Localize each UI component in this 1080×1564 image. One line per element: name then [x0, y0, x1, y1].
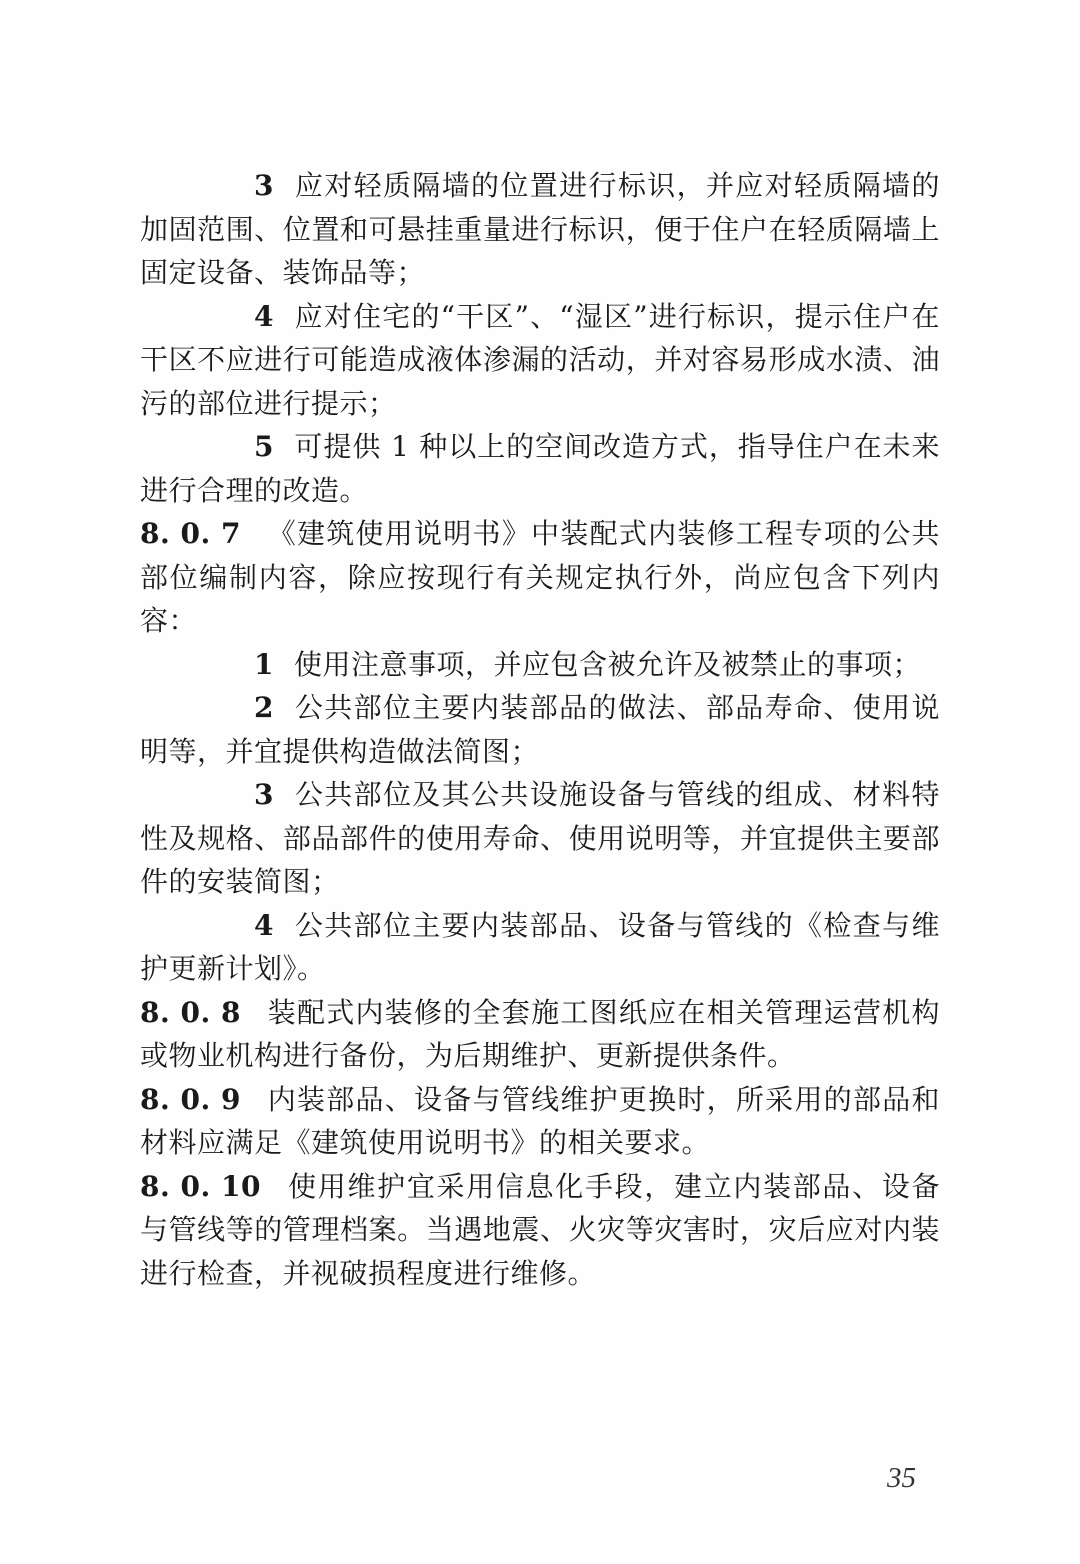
- item-text: 应对轻质隔墙的位置进行标识，并应对轻质隔墙的加固范围、位置和可悬挂重量进行标识，便于住户在轻质隔墙上固定设备、装饰品等；: [140, 169, 940, 289]
- section-number: 8. 0. 10: [140, 1169, 261, 1203]
- clause-item-3-partition-marking: [140, 164, 940, 295]
- section-text: 《建筑使用说明书》中装配式内装修工程专项的公共部位编制内容，除应按现行有关规定执行外，尚应包含下列内容：: [140, 517, 940, 637]
- section-text: 内装部品、设备与管线维护更换时，所采用的部品和材料应满足《建筑使用说明书》的相关要求。: [140, 1082, 940, 1159]
- item-text: 公共部位主要内装部品的做法、部品寿命、使用说明等，并宜提供构造做法简图；: [140, 691, 940, 768]
- section-8-0-8: [140, 991, 940, 1078]
- item-number: 3: [254, 778, 274, 811]
- item-number: 2: [254, 691, 274, 724]
- section-text: 装配式内装修的全套施工图纸应在相关管理运营机构或物业机构进行备份，为后期维护、更新提供条件。: [140, 995, 940, 1072]
- clause-item-3-public-facilities: [140, 773, 940, 904]
- section-number: 8. 0. 7: [140, 517, 241, 550]
- section-8-0-10: [140, 1165, 940, 1296]
- item-text: 应对住宅的“干区”、“湿区”进行标识，提示住户在干区不应进行可能造成液体渗漏的活动，并对容易形成水渍、油污的部位进行提示；: [140, 299, 940, 420]
- page-number: 35: [887, 1462, 916, 1494]
- clause-item-4-inspection-plan: [140, 904, 940, 991]
- item-number: 3: [254, 169, 274, 202]
- item-text: 可提供 1 种以上的空间改造方式，指导住户在未来进行合理的改造。: [140, 430, 940, 507]
- page-body: [140, 164, 940, 1295]
- item-number: 5: [254, 430, 274, 463]
- section-text: 使用维护宜采用信息化手段，建立内装部品、设备与管线等的管理档案。当遇地震、火灾等灾害时，灾后应对内装进行检查，并视破损程度进行维修。: [140, 1169, 940, 1290]
- clause-item-1-usage-notes: [140, 643, 940, 687]
- section-8-0-9: [140, 1078, 940, 1165]
- section-8-0-7: [140, 512, 940, 643]
- item-number: 1: [254, 647, 274, 681]
- item-text: 公共部位及其公共设施设备与管线的组成、材料特性及规格、部品部件的使用寿命、使用说明等，并宜提供主要部件的安装简图；: [140, 778, 940, 898]
- item-number: 4: [254, 299, 274, 333]
- section-number: 8. 0. 9: [140, 1082, 241, 1116]
- clause-item-5-space-renovation: [140, 425, 940, 512]
- clause-item-4-dry-wet-zone: [140, 295, 940, 426]
- item-text: 使用注意事项，并应包含被允许及被禁止的事项；: [293, 647, 921, 681]
- section-number: 8. 0. 8: [140, 995, 241, 1029]
- clause-item-2-public-parts: [140, 686, 940, 773]
- item-text: 公共部位主要内装部品、设备与管线的《检查与维护更新计划》。: [140, 908, 940, 985]
- item-number: 4: [254, 908, 274, 942]
